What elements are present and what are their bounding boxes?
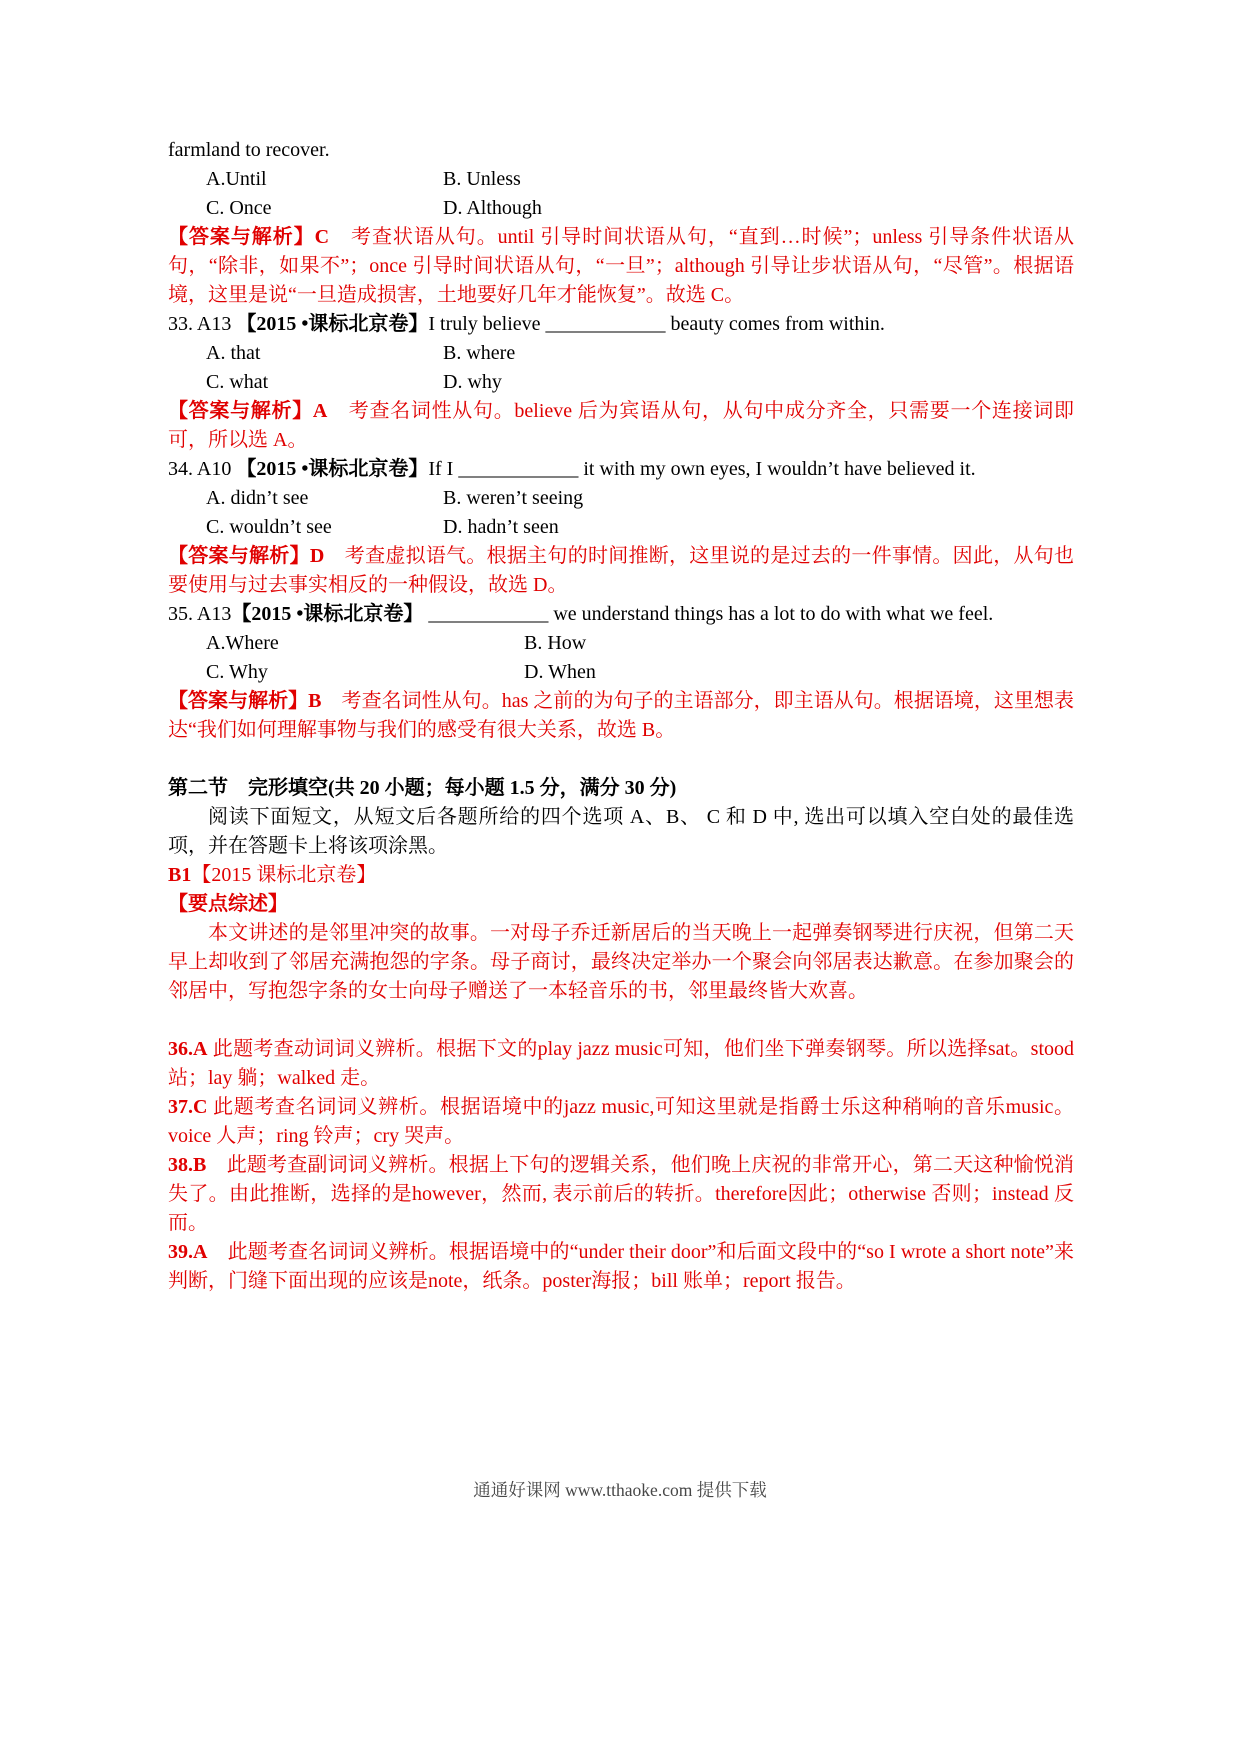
text-run: 【2015 课标北京卷】 — [191, 864, 377, 886]
analysis-item — [168, 1093, 1074, 1151]
answer-option: A.Until — [206, 168, 267, 190]
text-run: If I ____________ it with my own eyes, I wouldn’t have believed it. — [428, 458, 976, 480]
text-run: 【2015 •课标北京卷】 — [236, 313, 429, 335]
section-heading — [168, 774, 1074, 803]
answer-option: B. Unless — [443, 168, 521, 190]
text-run: 【要点综述】 — [168, 893, 288, 915]
answer-option: D. hadn’t seen — [443, 516, 559, 538]
answer-option: B. How — [524, 632, 587, 654]
text-run: 此题考查名词词义辨析。根据语境中的jazz music,可知这里就是指爵士乐这种稍响的音乐music。voice 人声；ring 铃声；cry 哭声。 — [168, 1096, 1074, 1147]
question-stem — [168, 455, 1074, 484]
answer-option: B. where — [443, 342, 516, 364]
answer-option-row — [168, 484, 1074, 513]
answer-analysis — [168, 687, 1074, 745]
text-run: 此题考查名词词义辨析。根据语境中的“under their door”和后面文段中的“so I wrote a short note”来判断，门缝下面出现的应该是note，纸条。poster海报；bill 账单；report 报告。 — [168, 1241, 1074, 1292]
page-footer: 通通好课网 www.tthaoke.com 提供下载 — [473, 1480, 767, 1500]
text-run: 【2015 •课标北京卷】 — [231, 603, 424, 625]
text-run: 【答案与解析】A — [168, 400, 328, 422]
answer-option: A. that — [206, 342, 261, 364]
text-run: 38.B — [168, 1154, 207, 1176]
blank-line — [168, 745, 1074, 774]
text-run: 阅读下面短文，从短文后各题所给的四个选项 A、B、 C 和 D 中, 选出可以填入空白处的最佳选项，并在答题卡上将该项涂黑。 — [168, 806, 1074, 857]
text-run: 【2015 •课标北京卷】 — [236, 458, 429, 480]
answer-option: D. When — [524, 661, 596, 683]
text-run: 35. A13 — [168, 603, 232, 625]
text-run: B1 — [168, 864, 192, 886]
summary-paragraph — [168, 919, 1074, 1006]
answer-option-row — [168, 368, 1074, 397]
stem-continuation — [168, 136, 1074, 165]
text-run: 考查虚拟语气。根据主句的时间推断，这里说的是过去的一件事情。因此，从句也要使用与过去事实相反的一种假设，故选 D。 — [168, 545, 1074, 596]
answer-option: A.Where — [206, 632, 279, 654]
text-run: 36.A — [168, 1038, 208, 1060]
source-tag — [168, 861, 1074, 890]
answer-analysis — [168, 223, 1074, 310]
text-run: 34. A10 — [168, 458, 237, 480]
text-run: ____________ we understand things has a lot to do with what we feel. — [423, 603, 994, 625]
text-run: 此题考查副词词义辨析。根据上下句的逻辑关系，他们晚上庆祝的非常开心，第二天这种愉悦消失了。由此推断，选择的是however，然而, 表示前后的转折。therefore因此；otherwise 否则；instead 反而。 — [168, 1154, 1074, 1234]
text-run: 39.A — [168, 1241, 208, 1263]
answer-option: C. Why — [206, 661, 268, 683]
document-body — [168, 136, 1074, 1296]
text-run: 【答案与解析】C — [168, 226, 330, 248]
section-instructions — [168, 803, 1074, 861]
question-stem — [168, 600, 1074, 629]
text-run: 考查名词性从句。has 之前的为句子的主语部分，即主语从句。根据语境，这里想表达“我们如何理解事物与我们的感受有很大关系，故选 B。 — [168, 690, 1074, 741]
text-run: 37.C — [168, 1096, 208, 1118]
text-run: 33. A13 — [168, 313, 237, 335]
answer-option: C. Once — [206, 197, 272, 219]
answer-option-row — [168, 339, 1074, 368]
answer-option: B. weren’t seeing — [443, 487, 584, 509]
answer-analysis — [168, 397, 1074, 455]
answer-option-row — [168, 513, 1074, 542]
answer-analysis — [168, 542, 1074, 600]
analysis-item — [168, 1035, 1074, 1093]
text-run: 【答案与解析】B — [168, 690, 322, 712]
answer-option-row — [168, 629, 1074, 658]
question-stem — [168, 310, 1074, 339]
analysis-item — [168, 1238, 1074, 1296]
analysis-item — [168, 1151, 1074, 1238]
answer-option: C. wouldn’t see — [206, 516, 332, 538]
answer-option-row — [168, 658, 1074, 687]
text-run: 考查名词性从句。believe 后为宾语从句，从句中成分齐全，只需要一个连接词即可，所以选 A。 — [168, 400, 1074, 451]
text-run: farmland to recover. — [168, 139, 330, 161]
text-run: 【答案与解析】D — [168, 545, 325, 567]
answer-option-row — [168, 194, 1074, 223]
answer-option: D. Although — [443, 197, 542, 219]
text-run: I truly believe ____________ beauty comes from within. — [428, 313, 885, 335]
summary-heading — [168, 890, 1074, 919]
answer-option: D. why — [443, 371, 502, 393]
text-run: 考查状语从句。until 引导时间状语从句，“直到…时候”；unless 引导条件状语从句，“除非，如果不”；once 引导时间状语从句，“一旦”；although 引导让步状语从句，“尽管”。根据语境，这里是说“一旦造成损害，土地要好几年才能恢复”。故选 C。 — [168, 226, 1074, 306]
answer-option-row — [168, 165, 1074, 194]
answer-option: A. didn’t see — [206, 487, 309, 509]
text-run: 此题考查动词词义辨析。根据下文的play jazz music可知，他们坐下弹奏钢琴。所以选择sat。stood 站；lay 躺；walked 走。 — [168, 1038, 1074, 1089]
text-run: 第二节 完形填空(共 20 小题；每小题 1.5 分，满分 30 分) — [168, 777, 677, 799]
answer-option: C. what — [206, 371, 269, 393]
text-run: 本文讲述的是邻里冲突的故事。一对母子乔迁新居后的当天晚上一起弹奏钢琴进行庆祝，但第二天早上却收到了邻居充满抱怨的字条。母子商讨，最终决定举办一个聚会向邻居表达歉意。在参加聚会的邻居中，写抱怨字条的女士向母子赠送了一本轻音乐的书，邻里最终皆大欢喜。 — [168, 922, 1074, 1002]
blank-line — [168, 1006, 1074, 1035]
